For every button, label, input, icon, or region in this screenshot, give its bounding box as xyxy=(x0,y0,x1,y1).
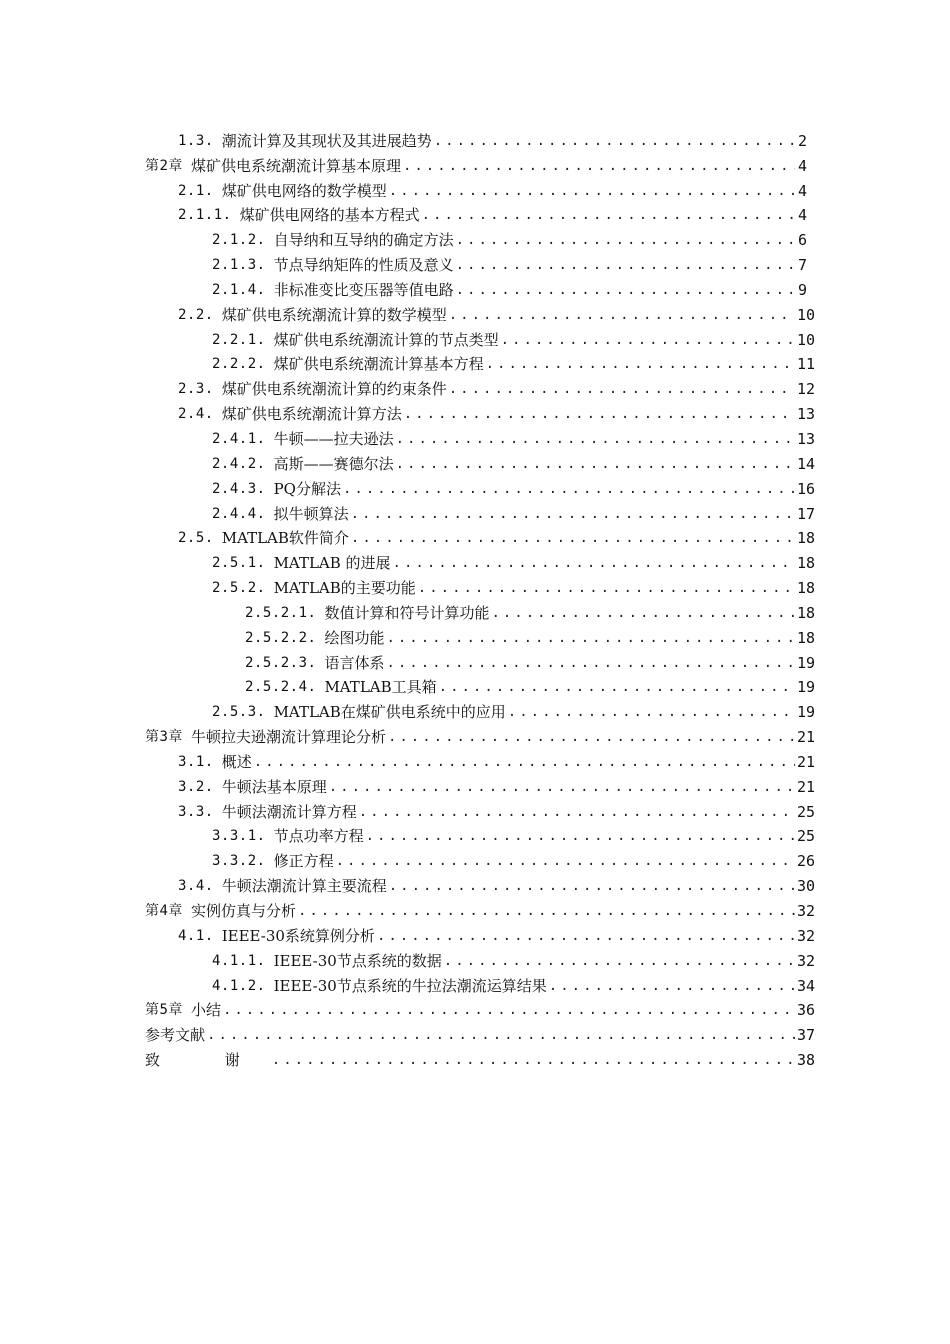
toc-entry-page-number: 19 xyxy=(797,678,816,697)
toc-entry-number: 2.2.1. xyxy=(212,331,266,348)
toc-dot-leader xyxy=(223,1000,795,1020)
toc-entry-page-number: 2 xyxy=(797,131,807,150)
toc-entry-number: 4.1.2. xyxy=(212,977,266,994)
toc-dot-leader xyxy=(501,330,795,350)
toc-entry-page-number: 4 xyxy=(797,156,807,175)
toc-entry-page-number: 32 xyxy=(797,926,816,945)
toc-entry-number: 3.2. xyxy=(178,778,214,795)
toc-entry[interactable] xyxy=(145,225,807,250)
toc-entry[interactable] xyxy=(145,648,816,673)
toc-entry-title: 语言体系 xyxy=(324,653,385,672)
toc-entry-title: MATLAB 的进展 xyxy=(273,554,391,573)
toc-entry-number: 2.4.4. xyxy=(212,505,266,522)
toc-entry[interactable] xyxy=(145,871,816,896)
toc-entry-page-number: 17 xyxy=(797,504,816,523)
toc-entry-page-number: 21 xyxy=(797,728,816,747)
toc-entry-title: IEEE-30系统算例分析 xyxy=(221,926,375,945)
toc-entry-number: 2.5.1. xyxy=(212,555,266,572)
toc-entry-title: MATLAB的主要功能 xyxy=(273,579,416,598)
toc-dot-leader xyxy=(549,976,795,996)
toc-entry-title: 潮流计算及其现状及其进展趋势 xyxy=(221,131,432,150)
toc-entry-title: 数值计算和符号计算功能 xyxy=(324,603,490,622)
toc-entry[interactable] xyxy=(145,374,816,399)
toc-entry-page-number: 19 xyxy=(797,703,816,722)
toc-entry-title: 概述 xyxy=(221,752,252,771)
toc-entry-page-number: 6 xyxy=(797,231,807,250)
toc-entry[interactable] xyxy=(145,573,816,598)
toc-entry-page-number: 37 xyxy=(797,1026,816,1045)
toc-entry-title: MATLAB工具箱 xyxy=(324,678,437,697)
toc-entry[interactable] xyxy=(145,176,807,201)
toc-entry-number: 2.5.2.1. xyxy=(245,604,317,621)
toc-entry-page-number: 4 xyxy=(797,181,807,200)
toc-entry[interactable] xyxy=(145,399,816,424)
toc-entry-page-number: 19 xyxy=(797,653,816,672)
toc-entry[interactable] xyxy=(145,772,816,797)
toc-entry-title: IEEE-30节点系统的牛拉法潮流运算结果 xyxy=(273,976,547,995)
toc-dot-leader xyxy=(456,255,795,275)
toc-entry-page-number: 32 xyxy=(797,951,816,970)
toc-entry-page-number: 13 xyxy=(797,405,816,424)
toc-entry[interactable] xyxy=(145,126,807,151)
toc-dot-leader xyxy=(422,205,795,225)
toc-entry-number: 2.2. xyxy=(178,306,214,323)
toc-dot-leader xyxy=(388,727,795,747)
toc-entry-number: 第3章 xyxy=(145,729,183,746)
toc-entry-page-number: 21 xyxy=(797,777,816,796)
toc-dot-leader xyxy=(434,131,795,151)
toc-dot-leader xyxy=(389,181,795,201)
toc-entry[interactable] xyxy=(145,722,816,747)
toc-entry[interactable] xyxy=(145,250,807,275)
toc-entry-number: 2.5.2.4. xyxy=(245,679,317,696)
toc-entry-page-number: 25 xyxy=(797,802,816,821)
toc-entry-page-number: 32 xyxy=(797,902,816,920)
toc-entry[interactable] xyxy=(145,275,807,300)
toc-entry-number: 第2章 xyxy=(145,157,183,174)
toc-entry[interactable] xyxy=(145,996,816,1021)
toc-entry[interactable] xyxy=(145,921,816,946)
toc-entry-title: 煤矿供电网络的基本方程式 xyxy=(239,206,420,225)
toc-entry[interactable] xyxy=(145,673,816,698)
toc-entry-title: 绘图功能 xyxy=(324,628,385,647)
toc-dot-leader xyxy=(386,653,795,673)
toc-entry[interactable] xyxy=(145,896,816,921)
toc-entry-number: 4.1. xyxy=(178,927,214,944)
toc-entry-title: MATLAB在煤矿供电系统中的应用 xyxy=(273,703,506,722)
toc-dot-leader xyxy=(491,603,795,623)
toc-entry-title: MATLAB软件简介 xyxy=(221,529,349,548)
toc-entry-title: IEEE-30节点系统的数据 xyxy=(273,951,442,970)
toc-entry-number: 2.2.2. xyxy=(212,356,266,373)
toc-entry-page-number: 10 xyxy=(797,330,816,349)
toc-entry-title: 煤矿供电网络的数学模型 xyxy=(221,181,387,200)
toc-dot-leader xyxy=(386,628,795,648)
toc-dot-leader xyxy=(272,1050,795,1070)
toc-entry-page-number: 30 xyxy=(797,877,816,896)
toc-entry-title: 参考文献 xyxy=(145,1026,206,1045)
toc-dot-leader xyxy=(207,1025,795,1045)
toc-dot-leader xyxy=(389,876,795,896)
toc-entry-number: 3.3.2. xyxy=(212,853,266,870)
toc-entry[interactable] xyxy=(145,201,807,226)
toc-dot-leader xyxy=(403,156,795,176)
toc-entry-number: 3.1. xyxy=(178,753,214,770)
toc-entry[interactable] xyxy=(145,946,816,971)
toc-entry-page-number: 13 xyxy=(797,429,816,448)
toc-entry-title: PQ分解法 xyxy=(273,479,341,498)
toc-dot-leader xyxy=(404,404,795,424)
toc-entry[interactable] xyxy=(145,598,816,623)
toc-entry-page-number: 18 xyxy=(797,628,816,647)
toc-dot-leader xyxy=(396,429,795,449)
toc-entry[interactable] xyxy=(145,424,816,449)
toc-entry-number: 2.5.2.2. xyxy=(245,629,317,646)
toc-entry-number: 第5章 xyxy=(145,1002,183,1019)
toc-entry[interactable] xyxy=(145,971,816,996)
toc-entry-title: 煤矿供电系统潮流计算基本方程 xyxy=(273,355,484,374)
toc-entry-number: 4.1.1. xyxy=(212,952,266,969)
toc-entry[interactable] xyxy=(145,797,816,822)
toc-entry[interactable] xyxy=(145,1045,816,1070)
toc-entry-title: 煤矿供电系统潮流计算的数学模型 xyxy=(221,305,447,324)
toc-dot-leader xyxy=(377,926,795,946)
toc-dot-leader xyxy=(449,379,795,399)
toc-entry-title: 节点功率方程 xyxy=(273,827,364,846)
toc-entry[interactable] xyxy=(145,449,816,474)
toc-entry-number: 3.3.1. xyxy=(212,828,266,845)
toc-dot-leader xyxy=(254,752,795,772)
toc-entry-number: 1.3. xyxy=(178,132,214,149)
toc-entry-page-number: 11 xyxy=(797,355,816,374)
toc-entry[interactable] xyxy=(145,548,816,573)
toc-entry-title: 煤矿供电系统潮流计算基本原理 xyxy=(190,156,401,175)
toc-entry[interactable] xyxy=(145,697,816,722)
toc-entry-number: 2.5. xyxy=(178,530,214,547)
toc-entry-title: 牛顿法潮流计算方程 xyxy=(221,802,357,821)
toc-entry-title: 煤矿供电系统潮流计算方法 xyxy=(221,405,402,424)
toc-entry[interactable] xyxy=(145,822,816,847)
toc-entry-page-number: 36 xyxy=(797,1001,816,1020)
toc-entry-number: 2.1. xyxy=(178,182,214,199)
toc-entry-title: 牛顿法潮流计算主要流程 xyxy=(221,877,387,896)
toc-entry-number: 2.5.2. xyxy=(212,580,266,597)
toc-entry-title: 小结 xyxy=(190,1001,221,1020)
toc-entry-title: 自导纳和互导纳的确定方法 xyxy=(273,231,454,250)
toc-entry-page-number: 14 xyxy=(797,454,816,473)
toc-entry-page-number: 12 xyxy=(797,380,816,399)
toc-entry-title: 修正方程 xyxy=(273,852,334,871)
toc-entry-page-number: 38 xyxy=(797,1051,816,1070)
toc-entry-title: 拟牛顿算法 xyxy=(273,504,349,523)
toc-dot-leader xyxy=(418,578,795,598)
toc-entry-page-number: 18 xyxy=(797,579,816,598)
toc-dot-leader xyxy=(449,305,795,325)
toc-entry-title: 牛顿——拉夫逊法 xyxy=(273,429,394,448)
toc-entry-number: 2.1.3. xyxy=(212,257,266,274)
toc-entry-number: 3.3. xyxy=(178,803,214,820)
toc-entry[interactable] xyxy=(145,300,816,325)
toc-entry-page-number: 26 xyxy=(797,852,816,871)
toc-entry-number: 2.1.1. xyxy=(178,207,232,224)
toc-entry-page-number: 34 xyxy=(797,976,816,995)
toc-dot-leader xyxy=(456,230,795,250)
toc-entry-number: 2.4.1. xyxy=(212,430,266,447)
toc-entry-number: 2.5.3. xyxy=(212,704,266,721)
toc-entry-number: 2.4.2. xyxy=(212,455,266,472)
toc-entry-number: 第4章 xyxy=(145,903,183,919)
toc-entry-number: 2.3. xyxy=(178,381,214,398)
toc-entry[interactable] xyxy=(145,846,816,871)
toc-entry-title: 牛顿法基本原理 xyxy=(221,777,327,796)
toc-entry-page-number: 25 xyxy=(797,827,816,846)
toc-entry-title: 牛顿拉夫逊潮流计算理论分析 xyxy=(190,728,386,747)
toc-dot-leader xyxy=(486,354,795,374)
toc-entry-page-number: 4 xyxy=(797,206,807,225)
toc-dot-leader xyxy=(396,454,795,474)
toc-entry-number: 2.1.4. xyxy=(212,281,266,298)
toc-dot-leader xyxy=(444,951,795,971)
toc-entry-page-number: 7 xyxy=(797,256,807,275)
toc-entry-page-number: 16 xyxy=(797,479,816,498)
toc-entry-number: 2.4. xyxy=(178,406,214,423)
toc-entry[interactable] xyxy=(145,325,816,350)
toc-dot-leader xyxy=(366,826,795,846)
toc-entry-title: 高斯——赛德尔法 xyxy=(273,454,394,473)
toc-entry-title: 煤矿供电系统潮流计算的节点类型 xyxy=(273,330,499,349)
toc-entry-title: 实例仿真与分析 xyxy=(190,902,296,920)
toc-dot-leader xyxy=(336,851,795,871)
toc-entry-page-number: 18 xyxy=(797,529,816,548)
toc-entry-number: 2.1.2. xyxy=(212,232,266,249)
toc-dot-leader xyxy=(439,677,795,697)
toc-entry-title: 煤矿供电系统潮流计算的约束条件 xyxy=(221,380,447,399)
toc-entry[interactable] xyxy=(145,499,816,524)
toc-dot-leader xyxy=(351,504,795,524)
toc-entry-page-number: 9 xyxy=(797,280,807,299)
toc-entry[interactable] xyxy=(145,474,816,499)
toc-dot-leader xyxy=(343,479,795,499)
toc-entry-page-number: 10 xyxy=(797,305,816,324)
toc-dot-leader xyxy=(359,802,795,822)
toc-entry-page-number: 21 xyxy=(797,752,816,771)
toc-entry[interactable] xyxy=(145,623,816,648)
toc-dot-leader xyxy=(393,553,795,573)
table-of-contents xyxy=(145,126,816,1070)
toc-entry-title: 非标准变比变压器等值电路 xyxy=(273,280,454,299)
toc-entry[interactable] xyxy=(145,747,816,772)
toc-entry-number: 2.4.3. xyxy=(212,480,266,497)
toc-entry-page-number: 18 xyxy=(797,603,816,622)
toc-entry-title: 致 谢 xyxy=(145,1051,270,1070)
toc-entry-page-number: 18 xyxy=(797,554,816,573)
toc-entry-number: 2.5.2.3. xyxy=(245,654,317,671)
toc-entry-number: 3.4. xyxy=(178,878,214,895)
toc-dot-leader xyxy=(456,280,795,300)
toc-dot-leader xyxy=(351,528,795,548)
toc-entry[interactable] xyxy=(145,350,816,375)
toc-entry[interactable] xyxy=(145,524,816,549)
toc-dot-leader xyxy=(508,702,795,722)
toc-dot-leader xyxy=(298,901,795,921)
toc-entry[interactable] xyxy=(145,151,807,176)
toc-entry-title: 节点导纳矩阵的性质及意义 xyxy=(273,256,454,275)
toc-entry[interactable] xyxy=(145,1020,816,1045)
toc-dot-leader xyxy=(329,777,795,797)
